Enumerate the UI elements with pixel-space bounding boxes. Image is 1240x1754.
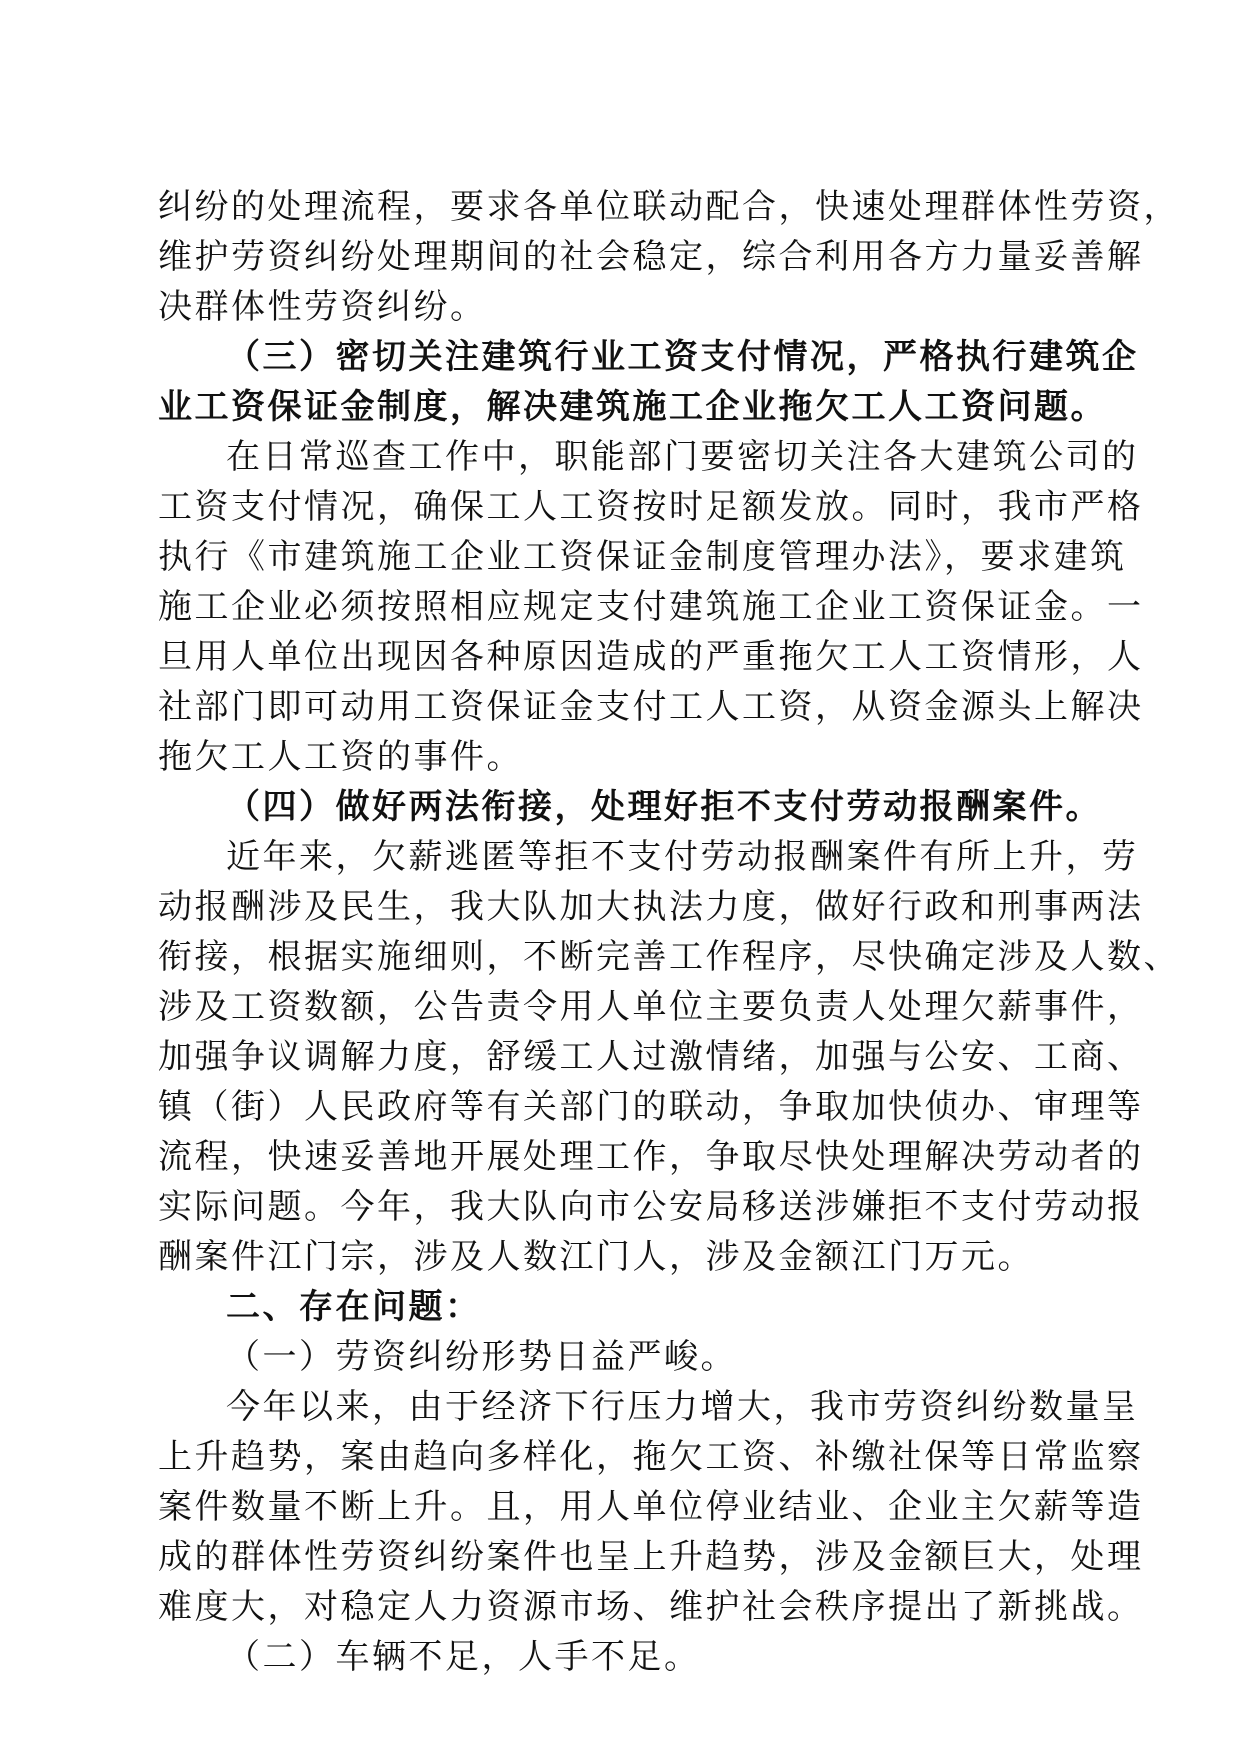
body-text-line: 流程，快速妥善地开展处理工作，争取尽快处理解决劳动者的 xyxy=(158,1137,1144,1177)
body-text-line: 在日常巡查工作中，职能部门要密切关注各大建筑公司的 xyxy=(226,437,1139,477)
body-text-line: 近年来，欠薪逃匿等拒不支付劳动报酬案件有所上升，劳 xyxy=(226,837,1139,877)
document-page xyxy=(158,182,1180,1682)
body-text-line: 镇（街）人民政府等有关部门的联动，争取加快侦办、审理等 xyxy=(158,1087,1144,1127)
body-text-line: 工资支付情况，确保工人工资按时足额发放。同时，我市严格 xyxy=(158,487,1144,527)
body-text-line: 上升趋势，案由趋向多样化，拖欠工资、补缴社保等日常监察 xyxy=(158,1437,1144,1477)
section-heading-3-cont: 业工资保证金制度，解决建筑施工企业拖欠工人工资问题。 xyxy=(158,387,1107,427)
subsection-heading-1: （一）劳资纠纷形势日益严峻。 xyxy=(226,1337,737,1377)
body-text-line: 维护劳资纠纷处理期间的社会稳定，综合利用各方力量妥善解 xyxy=(158,237,1144,277)
body-text-line: 衔接，根据实施细则，不断完善工作程序，尽快确定涉及人数、 xyxy=(158,937,1180,977)
body-text-line: 社部门即可动用工资保证金支付工人工资，从资金源头上解决 xyxy=(158,687,1144,727)
body-text-line: 施工企业必须按照相应规定支付建筑施工企业工资保证金。一 xyxy=(158,587,1144,627)
body-text-line: 旦用人单位出现因各种原因造成的严重拖欠工人工资情形，人 xyxy=(158,637,1144,677)
body-text-line: 难度大，对稳定人力资源市场、维护社会秩序提出了新挑战。 xyxy=(158,1587,1144,1627)
body-text-line: 涉及工资数额，公告责令用人单位主要负责人处理欠薪事件， xyxy=(158,987,1144,1027)
chapter-heading-problems: 二、存在问题： xyxy=(226,1287,482,1327)
body-text-line: 执行《市建筑施工企业工资保证金制度管理办法》，要求建筑 xyxy=(158,537,1127,577)
body-text-line: 决群体性劳资纠纷。 xyxy=(158,287,487,327)
section-heading-4: （四）做好两法衔接，处理好拒不支付劳动报酬案件。 xyxy=(226,787,1102,827)
body-text-line: 成的群体性劳资纠纷案件也呈上升趋势，涉及金额巨大，处理 xyxy=(158,1537,1144,1577)
subsection-heading-2: （二）车辆不足，人手不足。 xyxy=(226,1637,701,1677)
body-text-line: 纠纷的处理流程，要求各单位联动配合，快速处理群体性劳资， xyxy=(158,187,1180,227)
body-text-line: 案件数量不断上升。且，用人单位停业结业、企业主欠薪等造 xyxy=(158,1487,1144,1527)
body-text-line: 实际问题。今年，我大队向市公安局移送涉嫌拒不支付劳动报 xyxy=(158,1187,1144,1227)
section-heading-3: （三）密切关注建筑行业工资支付情况，严格执行建筑企 xyxy=(226,337,1139,377)
body-text-line: 加强争议调解力度，舒缓工人过激情绪，加强与公安、工商、 xyxy=(158,1037,1144,1077)
body-text-line: 今年以来，由于经济下行压力增大，我市劳资纠纷数量呈 xyxy=(226,1387,1139,1427)
body-text-line: 动报酬涉及民生，我大队加大执法力度，做好行政和刑事两法 xyxy=(158,887,1144,927)
body-text-line: 拖欠工人工资的事件。 xyxy=(158,737,523,777)
body-text-line: 酬案件江门宗，涉及人数江门人，涉及金额江门万元。 xyxy=(158,1237,1034,1277)
